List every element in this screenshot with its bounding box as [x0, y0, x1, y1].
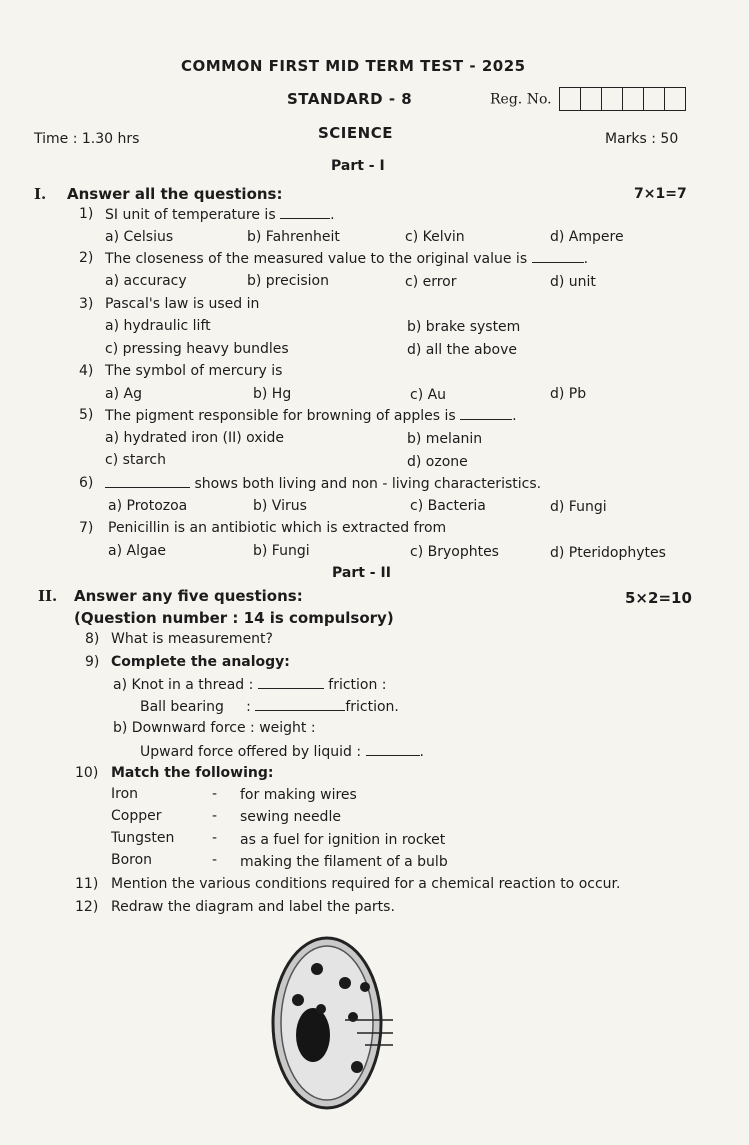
- part1-score: 7×1=7: [634, 186, 687, 202]
- match-left-item: Iron: [111, 786, 139, 802]
- subject-label: SCIENCE: [318, 124, 393, 142]
- organelle-dot: [339, 977, 351, 989]
- q4-text: The symbol of mercury is: [105, 363, 283, 379]
- q1-option-c: c) Kelvin: [405, 229, 465, 245]
- q4-option-c: c) Au: [410, 387, 447, 403]
- q6-option-d: d) Fungi: [550, 499, 607, 515]
- q9-text: Complete the analogy:: [111, 654, 290, 670]
- q6-option-a: a) Protozoa: [108, 498, 188, 514]
- q1-option-d: d) Ampere: [550, 229, 624, 245]
- q11-text: Mention the various conditions required for a chemical reaction to occur.: [111, 876, 621, 892]
- exam-title: COMMON FIRST MID TERM TEST - 2025: [181, 57, 526, 75]
- q3-option-a: a) hydraulic lift: [105, 318, 211, 334]
- part2-heading: Part - II: [332, 565, 391, 581]
- match-right-item: as a fuel for ignition in rocket: [240, 832, 446, 848]
- q5-number: 5): [79, 407, 94, 423]
- q11-number: 11): [75, 876, 99, 892]
- q9-a-line2: Ball bearing : friction.: [140, 699, 399, 715]
- q8-text: What is measurement?: [111, 631, 273, 647]
- q7-text: Penicillin is an antibiotic which is extracted from: [108, 520, 447, 536]
- q4-option-b: b) Hg: [253, 386, 292, 402]
- q5-text: The pigment responsible for browning of apples is .: [105, 408, 517, 424]
- match-left-item: Copper: [111, 808, 162, 824]
- q9-b-line1: b) Downward force : weight :: [113, 720, 316, 736]
- q4-option-d: d) Pb: [550, 386, 587, 402]
- q4-option-a: a) Ag: [105, 386, 142, 402]
- q7-option-a: a) Algae: [108, 543, 167, 559]
- reg-no-label: Reg. No.: [490, 91, 552, 108]
- q6-number: 6): [79, 475, 94, 491]
- q2-number: 2): [79, 250, 94, 266]
- q2-text: The closeness of the measured value to the original value is .: [105, 251, 589, 267]
- q12-text: Redraw the diagram and label the parts.: [111, 899, 395, 915]
- q5-option-b: b) melanin: [407, 431, 483, 447]
- q3-text: Pascal's law is used in: [105, 296, 260, 312]
- match-dash: -: [212, 830, 218, 846]
- q2-option-c: c) error: [405, 274, 457, 290]
- q7-number: 7): [79, 520, 94, 536]
- match-right-item: sewing needle: [240, 809, 341, 825]
- q3-option-b: b) brake system: [407, 319, 521, 335]
- match-left-item: Tungsten: [111, 830, 175, 846]
- q6-text: shows both living and non - living characteristics.: [105, 475, 541, 492]
- organelle-dot: [311, 963, 323, 975]
- q1-option-b: b) Fahrenheit: [247, 229, 340, 245]
- organelle-dot: [351, 1061, 363, 1073]
- q4-number: 4): [79, 363, 94, 379]
- q12-number: 12): [75, 899, 99, 915]
- q8-number: 8): [85, 631, 100, 647]
- time-label: Time : 1.30 hrs: [34, 131, 140, 147]
- q10-number: 10): [75, 765, 99, 781]
- organelle-dot: [360, 982, 370, 992]
- part2-roman: II.: [38, 587, 58, 605]
- match-dash: -: [212, 808, 218, 824]
- q3-option-c: c) pressing heavy bundles: [105, 341, 289, 357]
- nucleus: [296, 1008, 330, 1062]
- q1-text: SI unit of temperature is .: [105, 207, 335, 223]
- q2-option-b: b) precision: [247, 273, 329, 289]
- q2-option-a: a) accuracy: [105, 273, 187, 289]
- q9-b-line2: Upward force offered by liquid : .: [140, 744, 424, 760]
- q7-option-d: d) Pteridophytes: [550, 545, 666, 561]
- q5-option-c: c) starch: [105, 452, 166, 468]
- q9-a-line1: a) Knot in a thread : friction :: [113, 677, 387, 693]
- match-left-item: Boron: [111, 852, 153, 868]
- q3-option-d: d) all the above: [407, 342, 517, 358]
- part2-compulsory-note: (Question number : 14 is compulsory): [74, 609, 394, 627]
- match-dash: -: [212, 786, 218, 802]
- q5-option-d: d) ozone: [407, 454, 468, 470]
- reg-no-block: [490, 87, 686, 111]
- q6-option-b: b) Virus: [253, 498, 307, 514]
- q1-number: 1): [79, 206, 94, 222]
- q6-option-c: c) Bacteria: [410, 498, 486, 514]
- part2-score: 5×2=10: [625, 589, 692, 607]
- part1-roman: I.: [34, 185, 47, 203]
- q3-number: 3): [79, 296, 94, 312]
- marks-label: Marks : 50: [605, 131, 679, 147]
- q7-option-c: c) Bryophtes: [410, 544, 499, 560]
- q2-option-d: d) unit: [550, 274, 596, 290]
- q9-number: 9): [85, 654, 100, 670]
- q5-option-a: a) hydrated iron (II) oxide: [105, 430, 284, 446]
- standard-label: STANDARD - 8: [287, 90, 413, 108]
- organelle-dot: [316, 1004, 326, 1014]
- match-dash: -: [212, 852, 218, 868]
- match-right-item: for making wires: [240, 787, 357, 803]
- match-right-item: making the filament of a bulb: [240, 854, 448, 870]
- q1-option-a: a) Celsius: [105, 229, 174, 245]
- part1-instruction: Answer all the questions:: [67, 185, 283, 203]
- organelle-dot: [292, 994, 304, 1006]
- reg-no-boxes[interactable]: [559, 87, 686, 111]
- q7-option-b: b) Fungi: [253, 543, 310, 559]
- q10-text: Match the following:: [111, 765, 274, 781]
- cell-diagram: [265, 925, 405, 1145]
- part2-instruction: Answer any five questions:: [74, 587, 303, 605]
- part1-heading: Part - I: [331, 158, 385, 174]
